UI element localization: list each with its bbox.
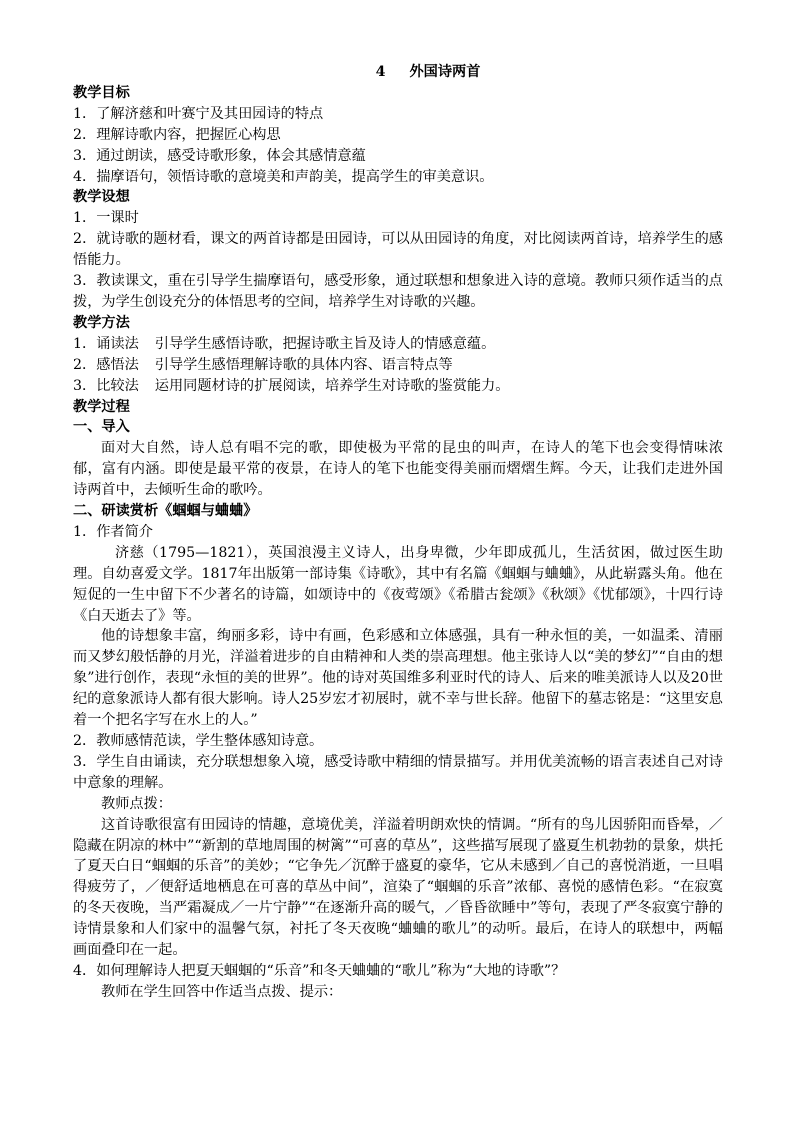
design-item: 1．一课时	[73, 210, 139, 227]
process-heading: 教学过程	[73, 398, 130, 415]
intro-paragraph: 面对大自然，诗人总有唱不完的歌，即使极为平常的昆虫的叫声，在诗人的笔下也会变得情味浓郁，富有内涵。即使是最平常的夜景，在诗人的笔下也能变得美丽而熠熠生辉。今天，让我们走进外国诗两首中，去倾听生命的歌吟。	[73, 440, 723, 499]
method-desc: 引导学生感悟理解诗歌的具体内容、语言特点等	[154, 356, 453, 373]
intro-heading: 一、导入	[73, 419, 130, 436]
goal-item: 2．理解诗歌内容，把握匠心构思	[73, 126, 281, 143]
study-heading: 二、研读赏析《蝈蝈与蛐蛐》	[73, 503, 258, 520]
design-item: 3．教读课文，重在引导学生揣摩语句，感受形象，通过联想和想象进入诗的意境。教师只须作适当的点拨，为学生创设充分的体悟思考的空间，培养学生对诗歌的兴趣。	[73, 273, 723, 310]
step-note: 教师在学生回答中作适当点拨、提示：	[101, 983, 343, 1000]
step-item: 4．如何理解诗人把夏天蝈蝈的“乐音”和冬天蛐蛐的“歌儿”称为“大地的诗歌”？	[73, 962, 566, 979]
goals-heading: 教学目标	[73, 84, 130, 101]
design-item: 2．就诗歌的题材看，课文的两首诗都是田园诗，可以从田园诗的角度，对比阅读两首诗，培养学生的感悟能力。	[73, 231, 723, 269]
goal-item: 1．了解济慈和叶赛宁及其田园诗的特点	[73, 105, 324, 122]
goal-item: 3．通过朗读，感受诗歌形象，体会其感情意蕴	[73, 147, 366, 164]
methods-heading: 教学方法	[73, 314, 130, 331]
author-paragraph: 济慈（1795—1821），英国浪漫主义诗人，出身卑微，少年即成孤儿，生活贫困，做过医生助理。自幼喜爱文学。1817年出版第一部诗集《诗歌》，其中有名篇《蝈蝈与蛐蛐》，从此崭露头角。他在短促的一生中留下不少著名的诗篇，如颂诗中的《夜莺颂》《希腊古瓮颂》《秋颂》《忧郁颂》，十四行诗《白天逝去了》等。	[73, 544, 723, 624]
method-name: 3．比较法	[73, 377, 139, 394]
goal-item: 4．揣摩语句，领悟诗歌的意境美和声韵美，提高学生的审美意识。	[73, 168, 494, 185]
method-name: 2．感悟法	[73, 356, 139, 373]
lesson-number: 4	[375, 64, 386, 80]
design-heading: 教学设想	[73, 189, 130, 206]
method-name: 1．诵读法	[73, 335, 139, 352]
step-item: 2．教师感情范读，学生整体感知诗意。	[73, 733, 324, 749]
page-title	[133, 62, 723, 83]
method-desc: 引导学生感悟诗歌，把握诗歌主旨及诗人的情感意蕴。	[154, 335, 496, 352]
document-page	[73, 62, 723, 1003]
method-desc: 运用同题材诗的扩展阅读，培养学生对诗歌的鉴赏能力。	[154, 377, 510, 394]
method-item	[73, 334, 723, 355]
method-item	[73, 376, 723, 397]
method-item	[73, 355, 723, 376]
author-heading: 1．作者简介	[73, 523, 153, 540]
tip-paragraph: 这首诗歌很富有田园诗的情趣，意境优美，洋溢着明朗欢快的情调。“所有的鸟儿因骄阳而昏晕，／隐藏在阴凉的林中”“新割的草地周围的树篱”“可喜的草丛”，这些描写展现了盛夏生机勃勃的景象，烘托了夏天白日“蝈蝈的乐音”的美妙；“它争先／沉醉于盛夏的豪华，它从未感到／自己的喜悦消逝，一旦唱得疲劳了，／便舒适地栖息在可喜的草丛中间”，渲染了“蝈蝈的乐音”浓郁、喜悦的感情色彩。“在寂寞的冬天夜晚，当严霜凝成／一片宁静”“在逐渐升高的暖气，／昏昏欲睡中”等句，表现了严冬寂寞宁静的诗情景象和人们家中的温馨气氛，衬托了冬天夜晚“蛐蛐的歌儿”的动听。最后，在诗人的联想中，两幅画面叠印在一起。	[73, 816, 723, 959]
tip-label: 教师点拨：	[101, 795, 172, 812]
author-paragraph: 他的诗想象丰富，绚丽多彩，诗中有画，色彩感和立体感强，具有一种永恒的美，一如温柔、清丽而又梦幻般恬静的月光，洋溢着进步的自由精神和人类的崇高理想。他主张诗人以“美的梦幻”“自由的想象”进行创作，表现“永恒的美的世界”。他的诗对英国维多利亚时代的诗人、后来的唯美派诗人以及20世纪的意象派诗人都有很大影响。诗人25岁宏才初展时，就不幸与世长辞。他留下的墓志铭是：“这里安息着一个把名字写在水上的人。”	[73, 628, 723, 729]
step-item: 3．学生自由诵读，充分联想想象入境，感受诗歌中精细的情景描写。并用优美流畅的语言表述自己对诗中意象的理解。	[73, 753, 723, 791]
lesson-title: 外国诗两首	[409, 64, 481, 80]
